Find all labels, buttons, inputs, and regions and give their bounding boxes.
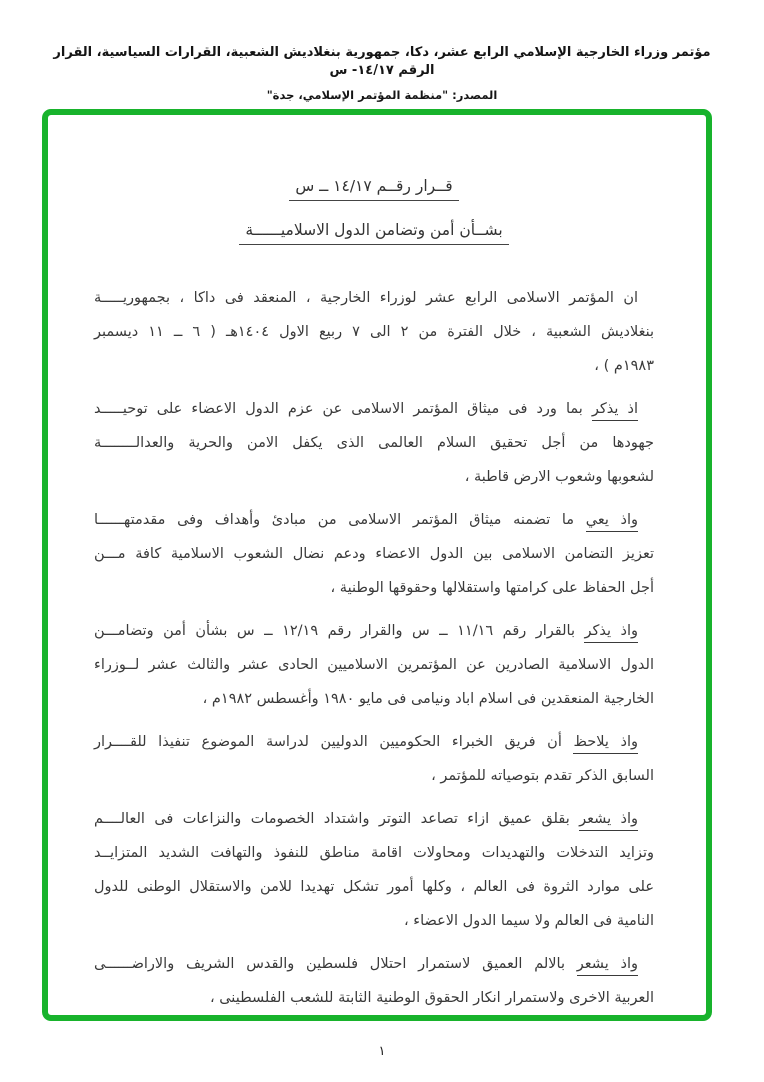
text-line: واذ يشعر بقلق عميق ازاء تصاعد التوتر واشتداد الخصومات والنزاعات فى العالــــم [94,802,654,836]
text-line: وتزايد التدخلات والتهديدات ومحاولات اقامة مناطق للنفوذ والتهافت الشديد المتزايــد [94,845,654,861]
underlined-lead-phrase: اذ يذكر [592,401,638,421]
text-line: أجل الحفاظ على كرامتها واستقلالها وحقوقها الوطنية ، [330,580,654,596]
resolution-number-title [94,173,654,199]
text-line: السابق الذكر تقدم بتوصياته للمؤتمر ، [431,768,654,784]
paragraph [94,614,654,716]
text-line: واذ يعي ما تضمنه ميثاق المؤتمر الاسلامى من مبادئ وأهداف وفى مقدمتهــــــا [94,503,654,537]
text-line: الدول الاسلامية الصادرين عن المؤتمرين الاسلاميين الحادى عشر والثالث عشر لــوزراء [94,657,654,673]
text-line: العربية الاخرى ولاستمرار انكار الحقوق الوطنية الثابتة للشعب الفلسطينى ، [209,990,654,1006]
resolution-document [94,173,654,1024]
resolution-number-title-text: قــرار رقــم ١٤/١٧ ــ س [289,177,458,201]
underlined-lead-phrase: واذ يشعر [577,956,638,976]
underlined-lead-phrase: واذ يشعر [579,811,638,831]
text-line: الخارجية المنعقدين فى اسلام اباد ونيامى فى مايو ١٩٨٠ وأغسطس ١٩٨٢م ، [202,691,654,707]
paragraph [94,947,654,1015]
document-header [0,44,764,103]
text-line: بنغلاديش الشعبية ، خلال الفترة من ٢ الى ٧ ربيع الاول ١٤٠٤هـ ( ٦ ــ ١١ ديسمبر [94,324,655,340]
paragraph [94,725,654,793]
document-border-frame [42,109,712,1021]
header-source-line: المصدر: "منظمة المؤتمر الإسلامي، جدة" [266,88,498,102]
text-line: ١٩٨٣م ) ، [594,358,654,374]
text-line: على موارد الثروة فى العالم ، وكلها أمور تشكل تهديدا للامن والاستقلال الوطنى للدول [94,879,654,895]
paragraph [94,281,654,383]
underlined-lead-phrase: واذ يلاحظ [573,734,638,754]
paragraph [94,392,654,494]
text-line: واذ يذكر بالقرار رقم ١١/١٦ ــ س والقرار رقم ١٢/١٩ ــ س بشأن أمن وتضامـــن [94,614,654,648]
underlined-lead-phrase: واذ يعي [586,512,638,532]
paragraph [94,802,654,938]
resolution-subject-title [94,217,654,243]
document-paragraphs [94,281,654,1015]
text-line: واذ يلاحظ أن فريق الخبراء الحكوميين الدوليين لدراسة الموضوع تنفيذا للقــــرار [94,725,654,759]
header-citation-line: مؤتمر وزراء الخارجية الإسلامي الرابع عشر، دكا، جمهورية بنغلاديش الشعبية، القرارات السياسية، القرار الرقم ١٤/١٧- س [53,45,711,78]
text-line: ان المؤتمر الاسلامى الرابع عشر لوزراء الخارجية ، المنعقد فى داكا ، بجمهوريـــــة [94,290,638,306]
text-line: واذ يشعر بالالم العميق لاستمرار احتلال فلسطين والقدس الشريف والاراضــــــى [94,947,654,981]
page-number: ١ [378,1044,386,1059]
text-line: النامية فى العالم ولا سيما الدول الاعضاء ، [404,913,654,929]
text-line: تعزيز التضامن الاسلامى بين الدول الاعضاء ودعم نضال الشعوب الاسلامية كافة مـــن [94,546,654,562]
paragraph [94,503,654,605]
text-line: لشعوبها وشعوب الارض قاطبة ، [464,469,654,485]
text-line: اذ يذكر بما ورد فى ميثاق المؤتمر الاسلامى عن عزم الدول الاعضاء على توحيـــــد [94,392,654,426]
resolution-subject-title-text: بشــأن أمن وتضامن الدول الاسلاميــــــة [239,221,508,245]
text-line: جهودها من أجل تحقيق السلام العالمى الذى يكفل الامن والحرية والعدالــــــــة [94,435,654,451]
underlined-lead-phrase: واذ يذكر [584,623,638,643]
